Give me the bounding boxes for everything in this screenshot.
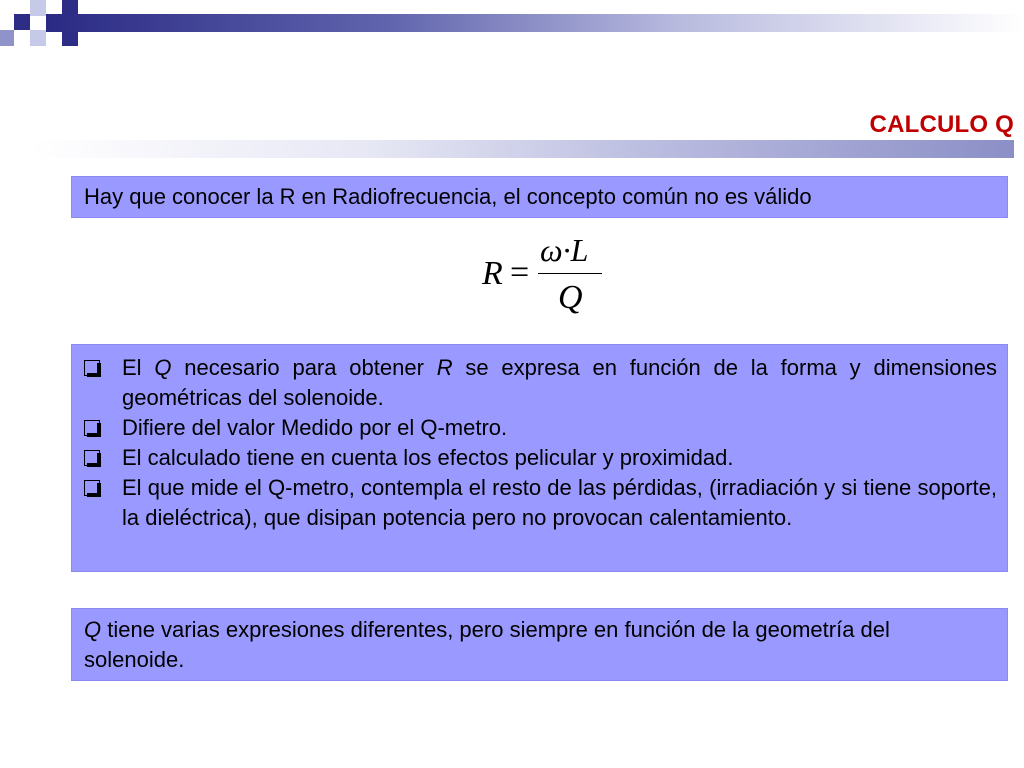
intro-panel	[71, 176, 1008, 218]
checkbox-bullet-icon	[84, 480, 100, 496]
bullet-italic-r: R	[436, 355, 453, 380]
header-decor-square	[14, 14, 30, 30]
header-decor-square	[30, 30, 46, 46]
note-panel	[71, 608, 1008, 681]
bullet-text-part: necesario para obtener	[171, 355, 437, 380]
checkbox-bullet-icon	[84, 420, 100, 436]
bullet-italic-q: Q	[154, 355, 172, 380]
checkbox-bullet-icon	[84, 450, 100, 466]
bullet-text: El que mide el Q-metro, contempla el resto de las pérdidas, (irradiación y si tiene soporte, la dieléctrica), que disipan potencia pero no provocan calentamiento.	[122, 475, 997, 530]
bullet-item	[84, 353, 997, 413]
note-text: tiene varias expresiones diferentes, pero siempre en función de la geometría del solenoide.	[84, 617, 890, 672]
title-underline-bar	[30, 140, 1014, 158]
bullet-text-part: se expresa en función de la forma y dimensiones geométricas del solenoide.	[122, 355, 997, 410]
fraction-bar	[538, 273, 602, 274]
formula-equals: =	[510, 254, 530, 291]
intro-text: Hay que conocer la R en Radiofrecuencia, el concepto común no es válido	[84, 184, 812, 209]
bullet-text: El calculado tiene en cuenta los efectos pelicular y proximidad.	[122, 445, 734, 470]
bullet-item	[84, 443, 997, 473]
bullet-list	[84, 353, 997, 533]
header-decor-square	[0, 30, 14, 46]
resistance-formula	[482, 232, 612, 327]
formula-lhs: R	[482, 255, 503, 292]
bullet-item	[84, 413, 997, 443]
formula-numerator: ω·L	[540, 232, 589, 268]
formula-denominator: Q	[558, 279, 583, 316]
note-italic-q: Q	[84, 617, 102, 642]
bullet-item	[84, 473, 997, 533]
bullet-text-part: El	[122, 355, 155, 380]
header-decor-square	[62, 30, 78, 46]
bullet-text: Difiere del valor Medido por el Q-metro.	[122, 415, 508, 440]
slide-title: CALCULO Q	[869, 111, 1014, 138]
bullets-panel	[71, 344, 1008, 572]
header-decor-square	[30, 0, 46, 16]
header-gradient-bar	[46, 14, 1024, 32]
checkbox-bullet-icon	[84, 360, 100, 376]
